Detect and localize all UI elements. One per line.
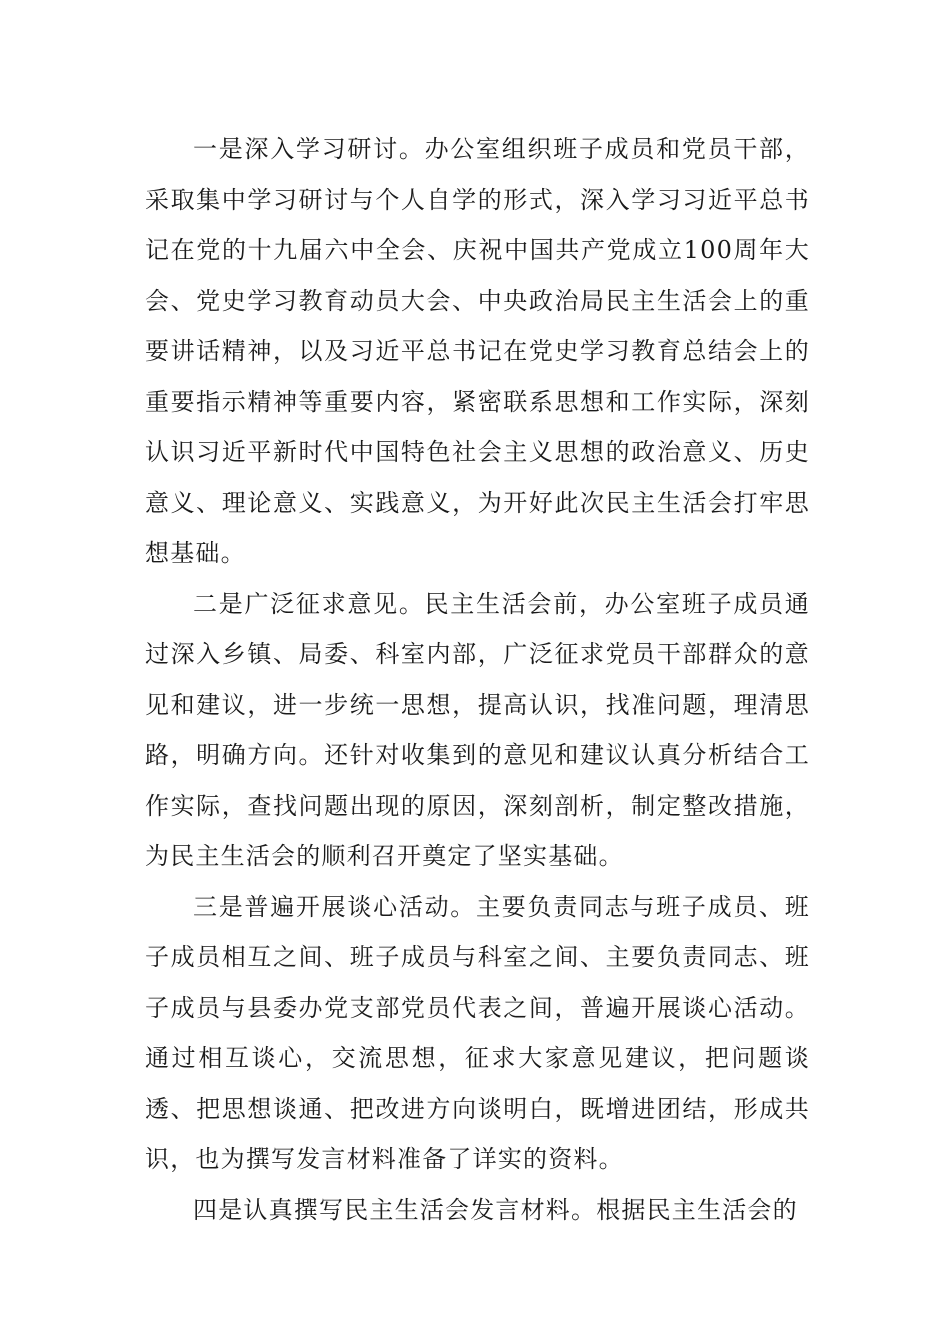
paragraph-opinions: 二是广泛征求意见。民主生活会前，办公室班子成员通过深入乡镇、局委、科室内部，广泛征求党员干部群众的意见和建议，进一步统一思想，提高认识，找准问题，理清思路，明确方向。还针对收集到的意见和建议认真分析结合工作实际，查找问题出现的原因，深刻剖析，制定整改措施，为民主生活会的顺利召开奠定了坚实基础。 — [145, 589, 810, 870]
document-body — [145, 124, 810, 1235]
paragraph-heart-talks: 三是普遍开展谈心活动。主要负责同志与班子成员、班子成员相互之间、班子成员与科室之间、主要负责同志、班子成员与县委办党支部党员代表之间，普遍开展谈心活动。通过相互谈心，交流思想，征求大家意见建议，把问题谈透、把思想谈通、把改进方向谈明白，既增进团结，形成共识，也为撰写发言材料准备了详实的资料。 — [145, 892, 810, 1173]
paragraph-study: 一是深入学习研讨。办公室组织班子成员和党员干部，采取集中学习研讨与个人自学的形式，深入学习习近平总书记在党的十九届六中全会、庆祝中国共产党成立100周年大会、党史学习教育动员大会、中央政治局民主生活会上的重要讲话精神，以及习近平总书记在党史学习教育总结会上的重要指示精神等重要内容，紧密联系思想和工作实际，深刻认识习近平新时代中国特色社会主义思想的政治意义、历史意义、理论意义、实践意义，为开好此次民主生活会打牢思想基础。 — [145, 135, 810, 567]
paragraph-speech-materials: 四是认真撰写民主生活会发言材料。根据民主生活会的 — [193, 1195, 798, 1224]
